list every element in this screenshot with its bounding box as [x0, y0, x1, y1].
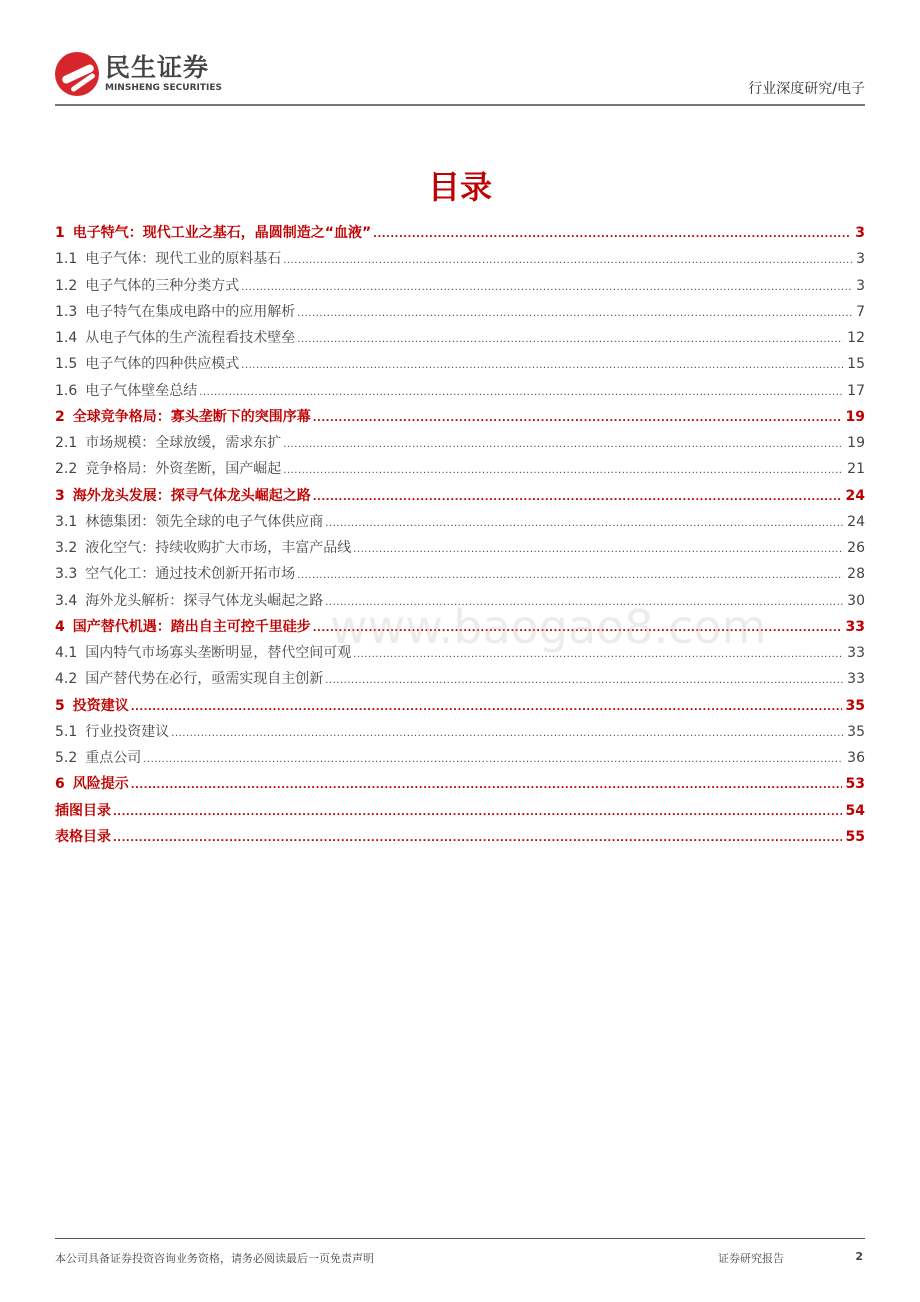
toc-entry[interactable]: [55, 721, 865, 747]
toc-entry-title: 风险提示: [72, 776, 129, 793]
toc-entry-number: 5: [55, 697, 65, 714]
toc-entry-page: 19: [847, 435, 865, 451]
dot-leader: [325, 518, 843, 529]
toc-entry-page: 24: [845, 487, 865, 504]
toc-entry-page: 17: [847, 382, 865, 399]
toc-entry[interactable]: [55, 301, 865, 327]
toc-entry-title: 国产替代势在必行，亟需实现自主创新: [85, 671, 324, 688]
dot-leader: [283, 439, 843, 450]
toc-entry-number: 6: [55, 776, 65, 793]
toc-entry-page: 35: [847, 723, 865, 740]
toc-entry-number: 1.2: [55, 277, 78, 294]
dot-leader: [313, 492, 842, 503]
dot-leader: [325, 675, 843, 686]
toc-entry[interactable]: [55, 537, 865, 563]
toc-entry-page: 12: [847, 330, 865, 346]
toc-entry-page: 3: [856, 277, 865, 294]
logo-mark-icon: [55, 52, 99, 96]
toc-entry[interactable]: [55, 826, 865, 852]
header-divider: [55, 104, 865, 106]
toc-entry-page: 21: [847, 461, 865, 478]
dot-leader: [283, 465, 843, 476]
toc-entry-title: 海外龙头解析：探寻气体龙头崛起之路: [85, 592, 324, 609]
footer-disclaimer: 本公司具备证券投资咨询业务资格，请务必阅读最后一页免责声明: [55, 1252, 374, 1265]
toc-entry-title: 电子气体壁垒总结: [85, 382, 198, 399]
toc-entry[interactable]: [55, 222, 865, 248]
toc-entry-number: 4.1: [55, 645, 78, 661]
toc-entry-number: 3: [55, 487, 65, 504]
toc-entry[interactable]: [55, 800, 865, 826]
watermark: www.baogao8.com: [330, 600, 767, 654]
dot-leader: [313, 413, 842, 424]
page-number: 2: [855, 1250, 863, 1263]
dot-leader: [199, 387, 843, 398]
toc-entry-title: 电子特气在集成电路中的应用解析: [85, 303, 296, 320]
dot-leader: [171, 728, 843, 739]
toc-entry[interactable]: [55, 248, 865, 274]
toc-entry-title: 插图目录: [55, 802, 111, 819]
toc-entry-title: 电子气体：现代工业的原料基石: [85, 251, 282, 268]
toc-entry[interactable]: [55, 747, 865, 773]
toc-entry-number: 2: [55, 408, 65, 425]
toc-entry-number: 3.3: [55, 566, 78, 583]
toc-entry-title: 海外龙头发展：探寻气体龙头崛起之路: [72, 487, 311, 504]
toc-entry-number: 2.1: [55, 435, 78, 451]
dot-leader: [297, 334, 843, 345]
toc-entry[interactable]: [55, 458, 865, 484]
toc-entry-page: 24: [847, 513, 865, 530]
toc-entry-title: 表格目录: [55, 828, 111, 845]
dot-leader: [113, 833, 842, 844]
toc-entry-page: 53: [845, 776, 865, 793]
toc-entry[interactable]: [55, 511, 865, 537]
toc-entry-page: 28: [847, 566, 865, 583]
toc-entry[interactable]: [55, 432, 865, 458]
toc-entry-number: 1.5: [55, 356, 78, 373]
toc-entry-title: 电子特气：现代工业之基石，晶圆制造之“血液”: [72, 225, 372, 241]
toc-entry-title: 投资建议: [72, 697, 129, 714]
toc-entry-page: 15: [847, 356, 865, 373]
dot-leader: [131, 702, 842, 713]
toc-entry-page: 33: [847, 671, 865, 688]
toc-entry-page: 19: [845, 408, 865, 425]
toc-entry[interactable]: [55, 695, 865, 721]
toc-entry-page: 55: [845, 828, 865, 845]
toc-entry-page: 35: [845, 697, 865, 714]
dot-leader: [241, 282, 852, 293]
dot-leader: [297, 308, 852, 319]
toc-entry[interactable]: [55, 353, 865, 379]
toc-entry-number: 2.2: [55, 461, 78, 478]
toc-entry-title: 空气化工：通过技术创新开拓市场: [85, 566, 296, 583]
toc-entry-page: 3: [855, 225, 865, 241]
toc-entry-number: 3.1: [55, 513, 78, 530]
dot-leader: [143, 754, 843, 765]
toc-entry[interactable]: [55, 485, 865, 511]
toc-entry-page: 36: [847, 750, 865, 766]
toc-entry-page: 33: [847, 645, 865, 661]
toc-entry[interactable]: [55, 563, 865, 589]
toc-entry-number: 1.1: [55, 251, 78, 268]
toc-entry-number: 5.2: [55, 750, 78, 766]
toc-entry-title: 从电子气体的生产流程看技术壁垒: [85, 330, 296, 346]
toc-entry-page: 26: [847, 540, 865, 556]
dot-leader: [131, 780, 842, 791]
toc-entry[interactable]: [55, 380, 865, 406]
toc-entry[interactable]: [55, 406, 865, 432]
page-title: 目录: [427, 168, 492, 206]
toc-entry-title: 国产替代机遇：踏出自主可控千里硅步: [72, 618, 311, 635]
toc-entry-page: 33: [845, 618, 865, 635]
footer-divider: [55, 1238, 865, 1239]
toc-entry-number: 1.3: [55, 303, 78, 320]
toc-entry[interactable]: [55, 275, 865, 301]
dot-leader: [297, 570, 843, 581]
toc-entry-number: 4: [55, 618, 65, 635]
toc-entry-title: 林德集团：领先全球的电子气体供应商: [85, 513, 324, 530]
company-logo: [55, 52, 222, 96]
logo-chinese-name: 民生证券: [105, 53, 210, 82]
toc-entry-number: 3.4: [55, 592, 78, 609]
dot-leader: [373, 229, 851, 240]
toc-entry-number: 5.1: [55, 723, 78, 740]
toc-entry-title: 电子气体的三种分类方式: [85, 277, 240, 294]
toc-entry[interactable]: [55, 327, 865, 353]
toc-entry[interactable]: [55, 668, 865, 694]
footer-report-type: 证券研究报告: [718, 1252, 784, 1265]
toc-entry[interactable]: [55, 773, 865, 799]
toc-entry-number: 3.2: [55, 540, 78, 556]
toc-entry-page: 3: [856, 251, 865, 268]
toc-entry-number: 1.4: [55, 330, 78, 346]
toc-entry-page: 54: [845, 802, 865, 819]
toc-entry-title: 竞争格局：外资垄断，国产崛起: [85, 461, 282, 478]
toc-entry-number: 1.6: [55, 382, 78, 399]
logo-english-name: MINSHENG SECURITIES: [105, 83, 222, 93]
toc-entry-page: 30: [847, 592, 865, 609]
toc-entry-number: 1: [55, 225, 65, 241]
dot-leader: [353, 544, 843, 555]
toc-entry-number: 4.2: [55, 671, 78, 688]
toc-entry-title: 全球竞争格局：寡头垄断下的突围序幕: [72, 408, 311, 425]
toc-entry-title: 市场规模：全球放缓，需求东扩: [85, 435, 282, 451]
report-category: 行业深度研究/电子: [748, 81, 865, 97]
toc-entry-title: 重点公司: [85, 750, 142, 766]
dot-leader: [241, 360, 843, 371]
toc-entry-title: 液化空气：持续收购扩大市场，丰富产品线: [85, 540, 352, 556]
toc-entry-title: 国内特气市场寡头垄断明显，替代空间可观: [85, 645, 352, 661]
table-of-contents: [55, 222, 865, 852]
dot-leader: [283, 255, 852, 266]
toc-entry-page: 7: [856, 303, 865, 320]
dot-leader: [113, 807, 842, 818]
toc-entry-title: 电子气体的四种供应模式: [85, 356, 240, 373]
toc-entry-title: 行业投资建议: [85, 723, 170, 740]
